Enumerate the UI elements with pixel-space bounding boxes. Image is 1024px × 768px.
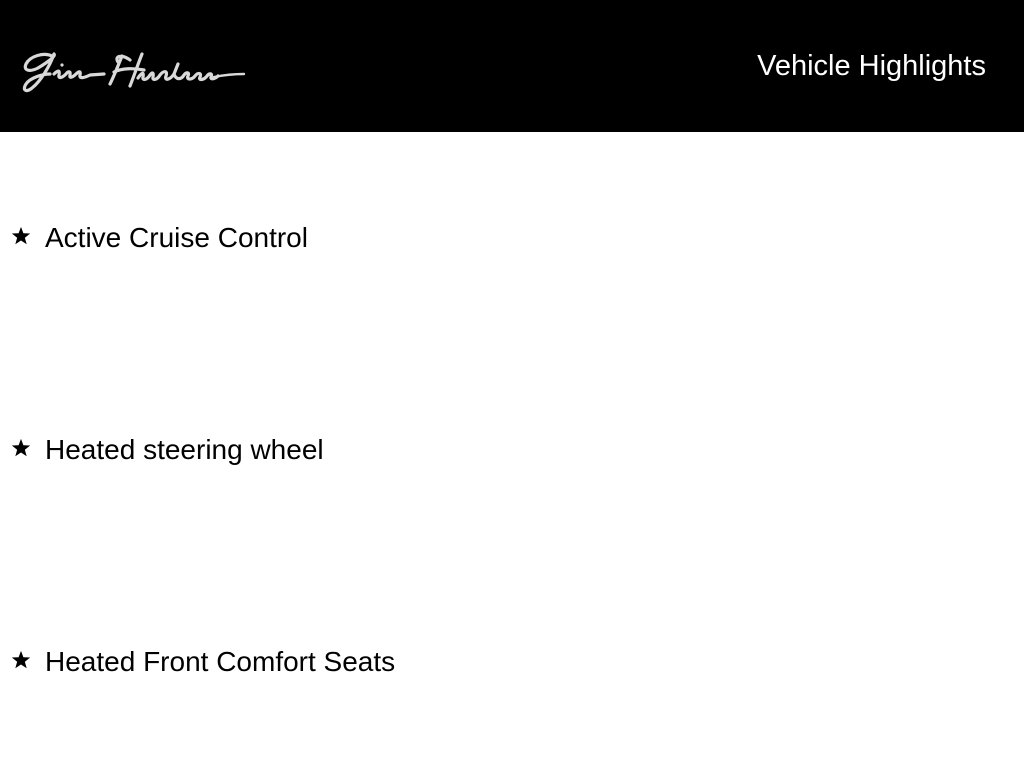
star-icon xyxy=(10,437,32,459)
signature-logo xyxy=(18,44,248,100)
highlight-label: Active Cruise Control xyxy=(45,222,308,253)
star-icon xyxy=(10,225,32,247)
page-title: Vehicle Highlights xyxy=(757,50,986,82)
vehicle-highlights-list xyxy=(0,132,1024,768)
header-bar xyxy=(0,0,1024,132)
list-item xyxy=(10,430,324,470)
highlight-label: Heated steering wheel xyxy=(45,434,324,465)
list-item xyxy=(10,642,395,682)
highlight-label: Heated Front Comfort Seats xyxy=(45,646,396,677)
list-item xyxy=(10,218,308,258)
star-icon xyxy=(10,649,32,671)
